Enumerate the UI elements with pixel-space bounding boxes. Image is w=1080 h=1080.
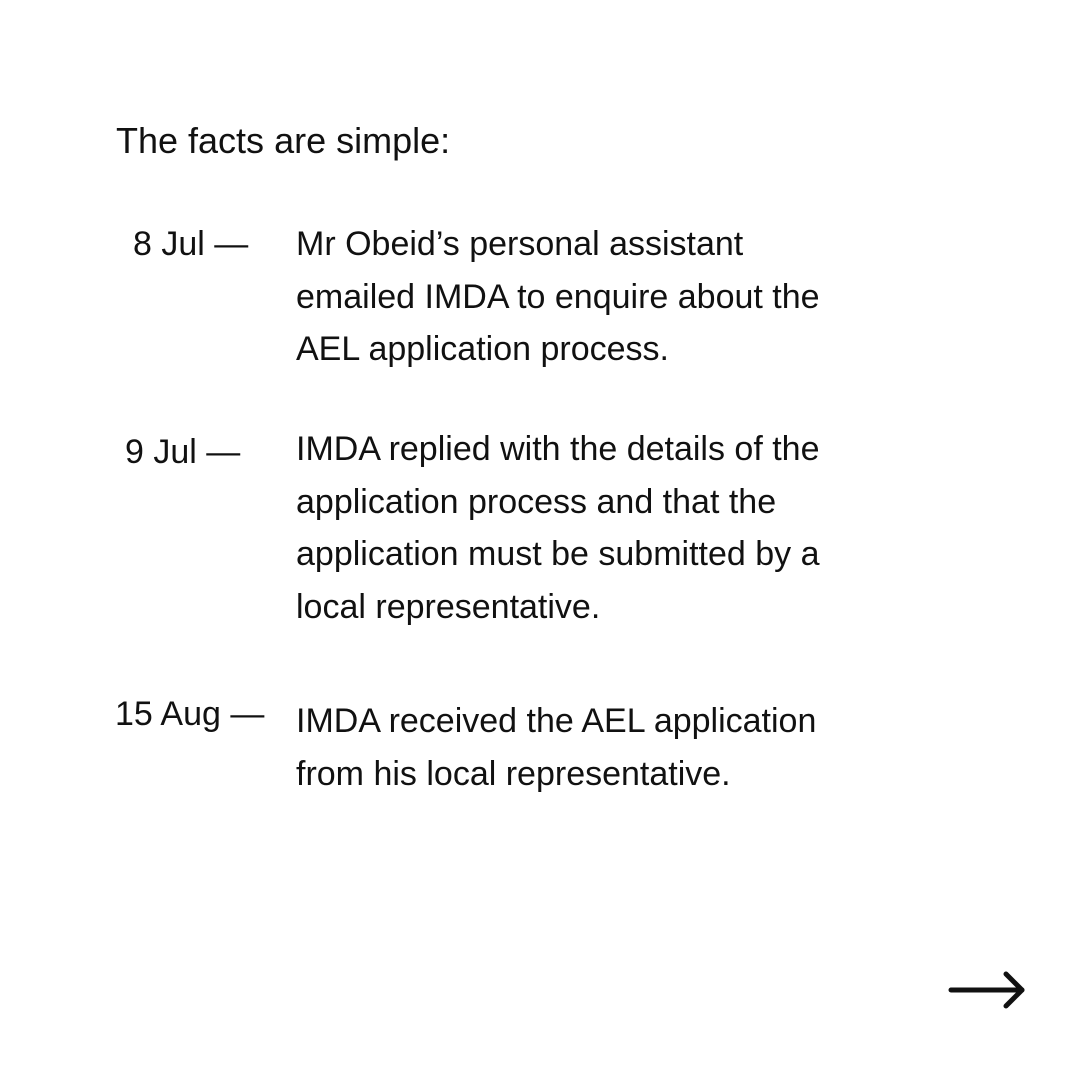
event-line: application process and that the (296, 482, 777, 521)
event-line: from his local representative. (296, 754, 731, 793)
event-line: emailed IMDA to enquire about the (296, 277, 820, 316)
intro-heading: The facts are simple: (116, 120, 451, 161)
event-line: Mr Obeid’s personal assistant (296, 225, 744, 263)
event-line: local representative. (296, 587, 601, 626)
event-date: 9 Jul — (125, 433, 241, 471)
event-description (296, 695, 976, 800)
event-description (296, 423, 976, 633)
event-date: 15 Aug — (115, 695, 265, 733)
event-description (296, 218, 976, 376)
event-date: 8 Jul — (133, 225, 249, 263)
event-line: AEL application process. (296, 330, 669, 368)
arrow-right-icon[interactable] (948, 968, 1028, 1012)
event-line: IMDA replied with the details of the (296, 430, 820, 468)
event-line: IMDA received the AEL application (296, 702, 817, 740)
event-line: application must be submitted by a (296, 535, 820, 573)
